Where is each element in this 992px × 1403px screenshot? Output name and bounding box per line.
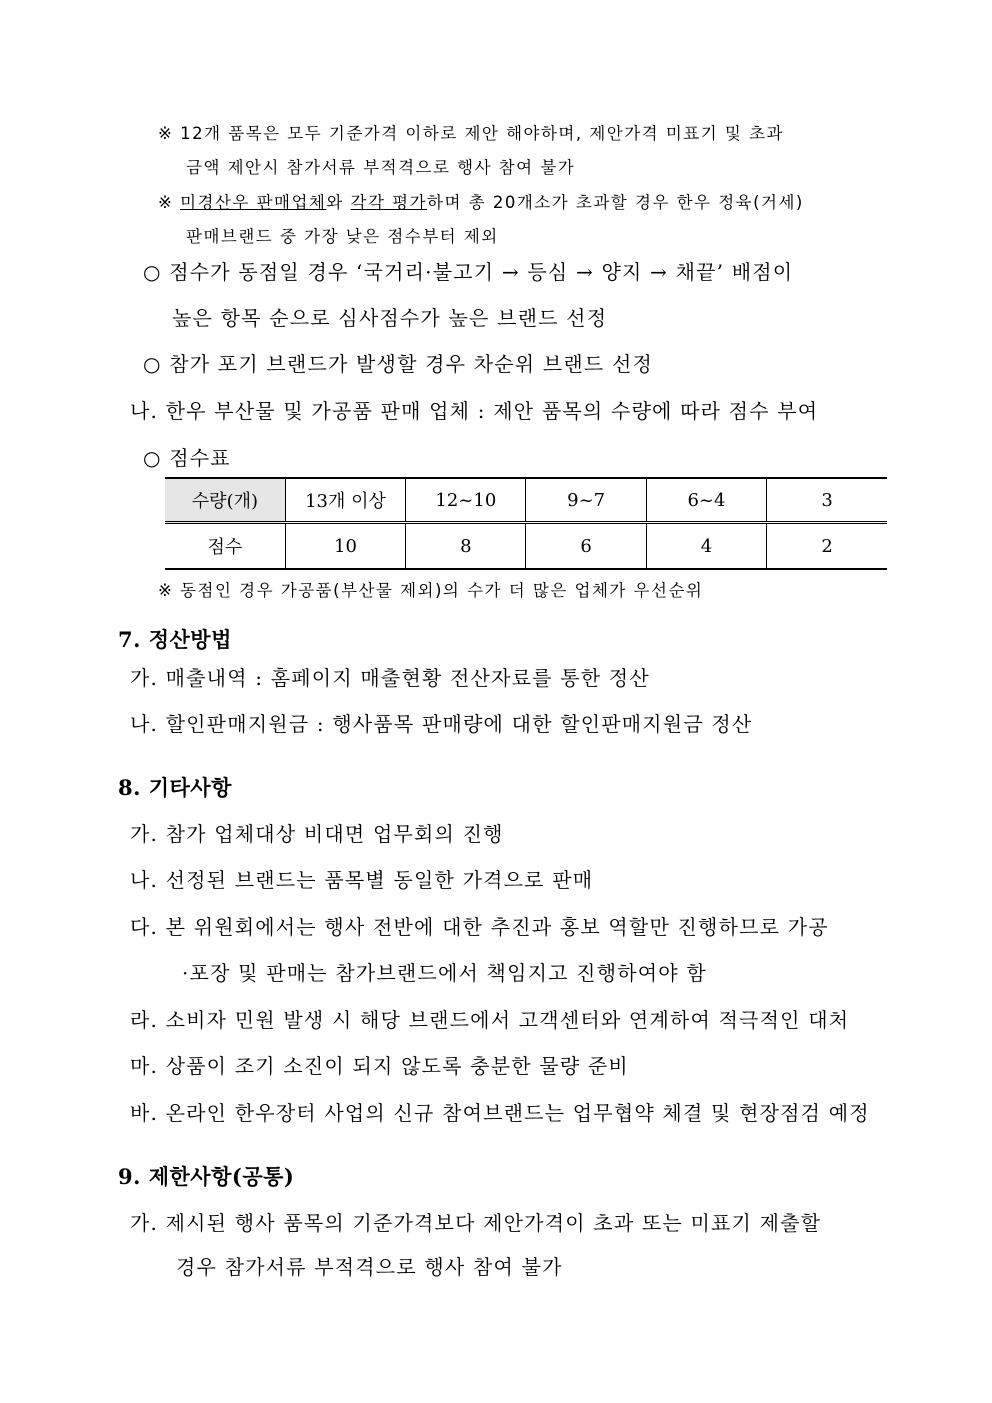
section-7-title: 7. 정산방법 [118,627,232,652]
note-rest: 하며 총 20개소가 초과할 경우 한우 정육(거세) [427,193,804,212]
section-8-item: 다. 본 위원회에서는 행사 전반에 대한 추진과 홍보 역할만 진행하므로 가공 [130,915,829,939]
section-9-item-continued: 경우 참가서류 부적격으로 행사 참여 불가 [176,1255,563,1279]
section-9-title: 9. 제한사항(공통) [118,1164,295,1189]
score-table-header-cell: 9~7 [526,478,646,523]
section-7-item: 나. 할인판매지원금 : 행사품목 판매량에 대한 할인판매지원금 정산 [130,712,753,736]
score-table-header-cell: 6~4 [646,478,766,523]
score-table [165,477,887,570]
score-table-header-row [165,478,887,523]
note-evaluation-line1 [158,189,804,213]
section-8-item: 나. 선정된 브랜드는 품목별 동일한 가격으로 판매 [130,868,594,892]
section-8-item: 라. 소비자 민원 발생 시 해당 브랜드에서 고객센터와 연계하여 적극적인 대처 [130,1008,850,1032]
section-8-item: 바. 온라인 한우장터 사업의 신규 참여브랜드는 업무협약 체결 및 현장점검 예정 [130,1101,870,1125]
note-mark: ※ [158,193,181,212]
note-evaluation-line2: 판매브랜드 중 가장 낮은 점수부터 제외 [186,227,499,246]
section-9-item: 가. 제시된 행사 품목의 기준가격보다 제안가격이 초과 또는 미표기 제출할 [130,1211,822,1235]
score-table-score-row [165,523,887,570]
score-table-header-cell: 수량(개) [165,478,285,523]
note-price-limit-line2: 금액 제안시 참가서류 부적격으로 행사 참여 불가 [186,158,576,177]
section-8-item-continued: ·포장 및 판매는 참가브랜드에서 책임지고 진행하여야 함 [182,961,707,985]
note-underline-separate-eval: 각각 평가 [350,193,428,212]
note-underline-heifer-sellers: 미경산우 판매업체 [180,193,327,212]
score-table-cell: 8 [406,523,526,570]
bullet-tie-rule-line1: ○ 점수가 동점일 경우 ‘국거리·불고기 → 등심 → 양지 → 채끝’ 배점이 [143,260,794,284]
score-table-cell: 4 [646,523,766,570]
section-8-item: 가. 참가 업체대상 비대면 업무회의 진행 [130,822,504,846]
note-price-limit-line1: ※ 12개 품목은 모두 기준가격 이하로 제안 해야하며, 제안가격 미표기 및 초과 [158,124,784,143]
score-table-cell: 6 [526,523,646,570]
table-note-tiebreak: ※ 동점인 경우 가공품(부산물 제외)의 수가 더 많은 업체가 우선순위 [158,581,704,600]
score-table-header-cell: 3 [767,478,887,523]
note-connector: 와 [326,193,351,212]
score-table-header-cell: 13개 이상 [285,478,405,523]
score-table-header-cell: 12~10 [406,478,526,523]
section-8-title: 8. 기타사항 [118,775,232,800]
section-8-item: 마. 상품이 조기 소진이 되지 않도록 충분한 물량 준비 [130,1054,629,1078]
score-table-label: ○ 점수표 [143,446,231,470]
score-table-cell: 2 [767,523,887,570]
bullet-withdrawal-rule: ○ 참가 포기 브랜드가 발생할 경우 차순위 브랜드 선정 [143,352,654,376]
section-7-item: 가. 매출내역 : 홈페이지 매출현황 전산자료를 통한 정산 [130,666,650,690]
score-table-cell: 점수 [165,523,285,570]
bullet-tie-rule-line2: 높은 항목 순으로 심사점수가 높은 브랜드 선정 [172,306,608,330]
score-table-cell: 10 [285,523,405,570]
section-na-byproducts: 나. 한우 부산물 및 가공품 판매 업체 : 제안 품목의 수량에 따라 점수 부여 [130,399,819,423]
